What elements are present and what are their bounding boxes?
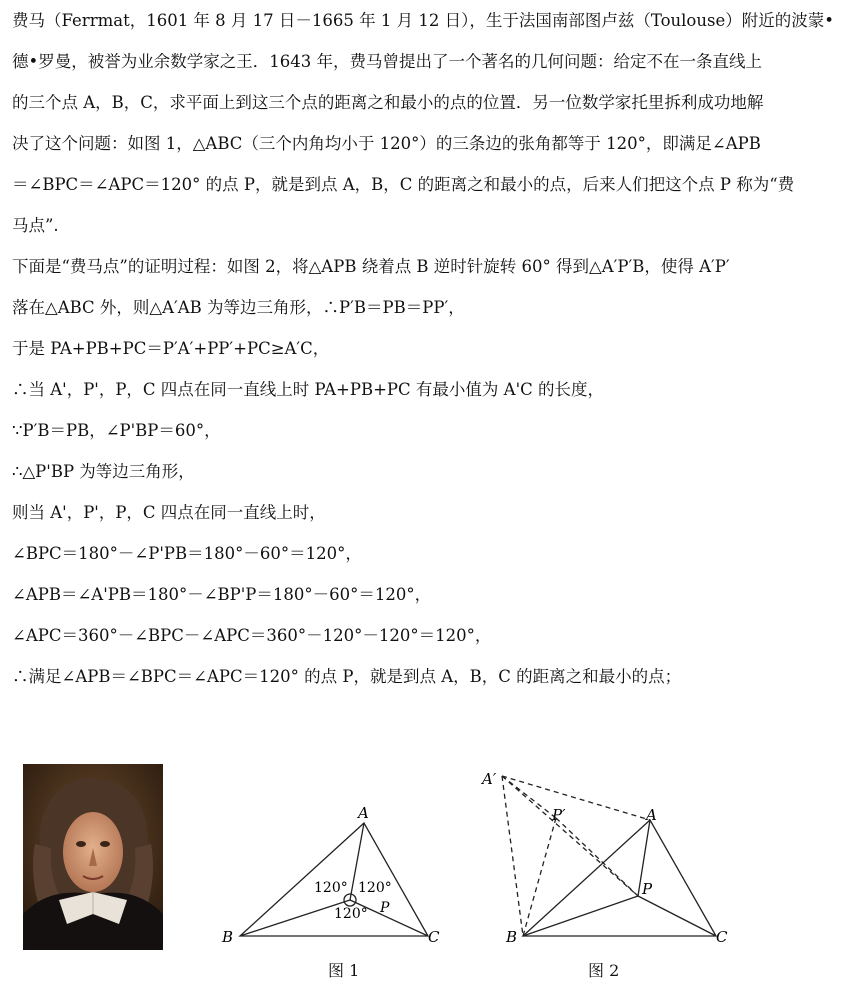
figure-1 [210,800,450,950]
text-line: ∴△P'BP 为等边三角形， [12,462,195,481]
segment-a-prime-p [502,776,638,896]
segment-pb [523,896,638,936]
label-p: P [642,880,653,898]
segment-a-prime-a [502,776,650,820]
figure-1-caption: 图 1 [328,961,360,980]
text-line: ∴当 A'，P'，P，C 四点在同一直线上时 PA+PB+PC 有最小值为 A'C 的长度， [12,380,604,399]
proof-text [12,0,842,697]
text-line: ∠APC＝360°－∠BPC－∠APC＝360°－120°－120°＝120°， [12,626,492,645]
label-p: P [380,900,390,916]
text-line: 落在△ABC 外，则△A′AB 为等边三角形，∴P′B＝PB＝PP′， [12,298,465,317]
label-a: A [358,804,369,822]
label-p-prime: P′ [552,806,566,824]
label-b: B [222,928,234,946]
segment-a-prime-b [502,776,523,936]
label-c: C [716,928,728,946]
text-line: ∴满足∠APB＝∠BPC＝∠APC＝120° 的点 P，就是到点 A，B，C 的距离之和最小的点； [12,667,682,686]
text-line: 马点”. [12,216,59,235]
label-a: A [646,806,657,824]
angle-label-bottom: 120° [334,906,368,922]
angle-label-right: 120° [358,880,392,896]
figure-2-caption: 图 2 [588,961,620,980]
text-line: ∠APB＝∠A'PB＝180°－∠BP'P＝180°－60°＝120°， [12,585,432,604]
label-a-prime: A′ [482,770,497,788]
segment-p-prime-b [523,818,556,936]
label-b: B [506,928,518,946]
text-line: 的三个点 A，B，C，求平面上到这三个点的距离之和最小的点的位置．另一位数学家托里拆利成功地解 [12,93,764,112]
text-line: 于是 PA+PB+PC＝P′A′+PP′+PC≥A′C， [12,339,330,358]
text-line: ∠BPC＝180°－∠P'PB＝180°－60°＝120°， [12,544,362,563]
text-line: 德•罗曼，被誉为业余数学家之王．1643 年，费马曾提出了一个著名的几何问题：给定不在一条直线上 [12,52,762,71]
figure-2 [478,760,738,950]
text-line: 费马（Ferrmat，1601 年 8 月 17 日－1665 年 1 月 12 日），生于法国南部图卢兹（Toulouse）附近的波蒙• [12,11,834,30]
text-line: 下面是“费马点”的证明过程：如图 2，将△APB 绕着点 B 逆时针旋转 60° 得到△A′P′B，使得 A′P′ [12,257,730,276]
text-line: ＝∠BPC＝∠APC＝120° 的点 P，就是到点 A，B，C 的距离之和最小的点，后来人们把这个点 P 称为“费 [12,175,795,194]
text-line: 则当 A'，P'，P，C 四点在同一直线上时， [12,503,326,522]
label-c: C [428,928,440,946]
triangle-abc [523,820,716,936]
angle-label-left: 120° [314,880,348,896]
text-line: 决了这个问题：如图 1，△ABC（三个内角均小于 120°）的三条边的张角都等于 120°，即满足∠APB [12,134,761,153]
fermat-portrait [23,764,163,950]
text-line: ∵P′B＝PB，∠P'BP＝60°， [12,421,221,440]
